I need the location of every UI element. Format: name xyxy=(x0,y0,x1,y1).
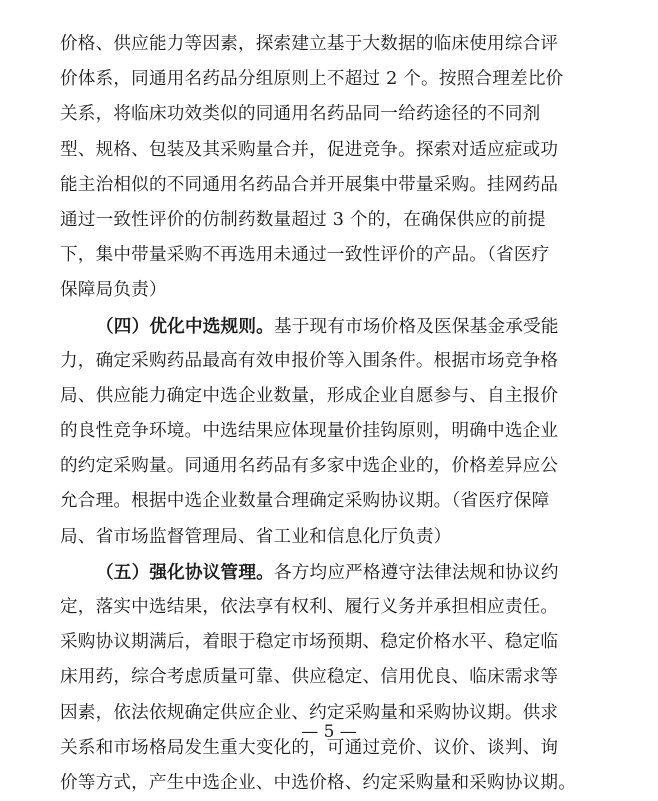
text-line: 下，集中带量采购不再选用未通过一致性评价的产品。（省医疗 xyxy=(60,245,550,266)
text-line: 采购协议期满后，着眼于稳定市场预期、稳定价格水平、稳定临 xyxy=(60,632,559,653)
text-line-first xyxy=(60,555,598,590)
paragraph-3 xyxy=(60,555,598,801)
text-line: 型、规格、包装及其采购量合并，促进竞争。探索对适应症或功 xyxy=(60,139,559,160)
text-line-first xyxy=(60,309,598,344)
paragraph-2 xyxy=(60,309,598,555)
text-line: 通过一致性评价的仿制药数量超过 3 个的，在确保供应的前提 xyxy=(60,209,546,230)
section-heading: （五）强化协议管理。 xyxy=(96,561,274,583)
page-number: — 5 — xyxy=(301,722,357,742)
text-run: 各方均应严格遵守法律法规和协议约 xyxy=(273,562,559,583)
text-line: 力，确定采购药品最高有效申报价等入围条件。根据市场竞争格 xyxy=(60,350,559,371)
text-line: 的约定采购量。同通用名药品有多家中选企业的，价格差异应公 xyxy=(60,456,559,477)
paragraph-1 xyxy=(60,27,598,309)
text-line: 因素，依法依规确定供应企业、约定采购量和采购协议期。供求 xyxy=(60,702,559,723)
text-line: 允合理。根据中选企业数量合理确定采购协议期。（省医疗保障 xyxy=(60,491,550,512)
text-line: 保障局负责） xyxy=(60,280,167,301)
text-line: 价体系，同通用名药品分组原则上不超过 2 个。按照合理差比价 xyxy=(60,69,564,90)
text-line: 关系和市场格局发生重大变化的，可通过竞价、议价、谈判、询 xyxy=(60,737,559,758)
text-line: 床用药，综合考虑质量可靠、供应稳定、信用优良、临床需求等 xyxy=(60,667,559,688)
section-heading: （四）优化中选规则。 xyxy=(96,315,274,337)
text-line: 价格、供应能力等因素，探索建立基于大数据的临床使用综合评 xyxy=(60,34,559,54)
text-line: 局、供应能力确定中选企业数量，形成企业自愿参与、自主报价 xyxy=(60,385,559,406)
text-line: 局、省市场监督管理局、省工业和信息化厅负责） xyxy=(60,526,452,547)
text-line: 价等方式，产生中选企业、中选价格、约定采购量和采购协议期。 xyxy=(60,772,577,793)
text-run: 基于现有市场价格及医保基金承受能 xyxy=(273,316,559,337)
text-line: 的良性竞争环境。中选结果应体现量价挂钩原则，明确中选企业 xyxy=(60,421,559,442)
text-line: 定，落实中选结果，依法享有权利、履行义务并承担相应责任。 xyxy=(60,597,559,617)
text-line: 能主治相似的不同通用名药品合并开展集中带量采购。挂网药品 xyxy=(60,174,559,195)
text-line: 关系，将临床功效类似的同通用名药品同一给药途径的不同剂 xyxy=(60,104,541,125)
